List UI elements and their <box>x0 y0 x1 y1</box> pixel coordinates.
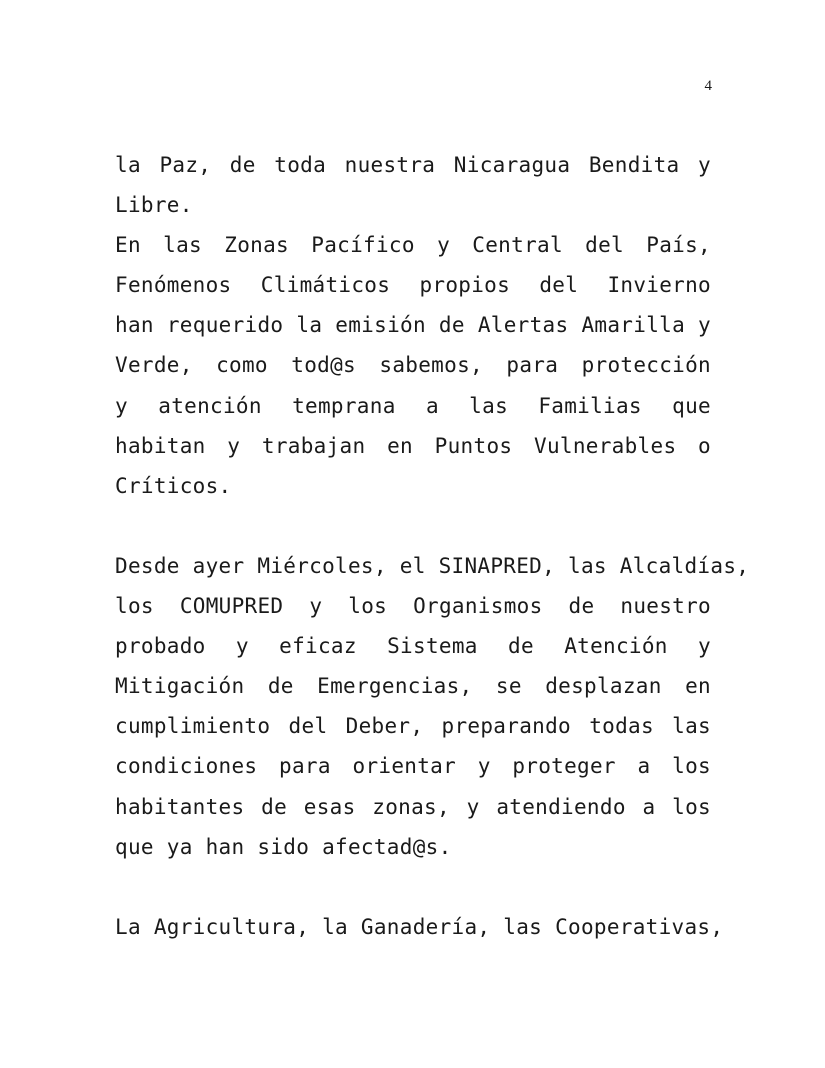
text-line: que ya han sido afectad@s. <box>115 834 452 859</box>
text-line: los COMUPRED y los Organismos de nuestro <box>115 594 711 619</box>
text-line: En las Zonas Pacífico y Central del País, <box>115 233 711 258</box>
paragraph-break <box>115 506 711 546</box>
text-line: La Agricultura, la Ganadería, las Cooperativas, <box>115 914 724 939</box>
text-line: habitantes de esas zonas, y atendiendo a los <box>115 794 711 819</box>
text-line: condiciones para orientar y proteger a los <box>115 754 711 779</box>
text-line: la Paz, de toda nuestra Nicaragua Bendita y <box>115 153 711 177</box>
text-line: han requerido la emisión de Alertas Amarilla y <box>115 313 711 338</box>
text-line: Verde, como tod@s sabemos, para protección <box>115 353 711 378</box>
text-line: habitan y trabajan en Puntos Vulnerables o <box>115 433 711 458</box>
text-line: Críticos. <box>115 473 232 498</box>
text-line: Mitigación de Emergencias, se desplazan en <box>115 674 711 699</box>
document-body <box>115 145 750 947</box>
page-number: 4 <box>704 78 712 94</box>
paragraph-break <box>115 867 711 907</box>
text-line: probado y eficaz Sistema de Atención y <box>115 634 711 659</box>
text-line: y atención temprana a las Familias que <box>115 393 711 418</box>
text-line: Fenómenos Climáticos propios del Invierno <box>115 273 711 298</box>
text-line: cumplimiento del Deber, preparando todas las <box>115 714 711 739</box>
text-line: Desde ayer Miércoles, el SINAPRED, las Alcaldías, <box>115 553 750 578</box>
text-line: Libre. <box>115 193 193 218</box>
